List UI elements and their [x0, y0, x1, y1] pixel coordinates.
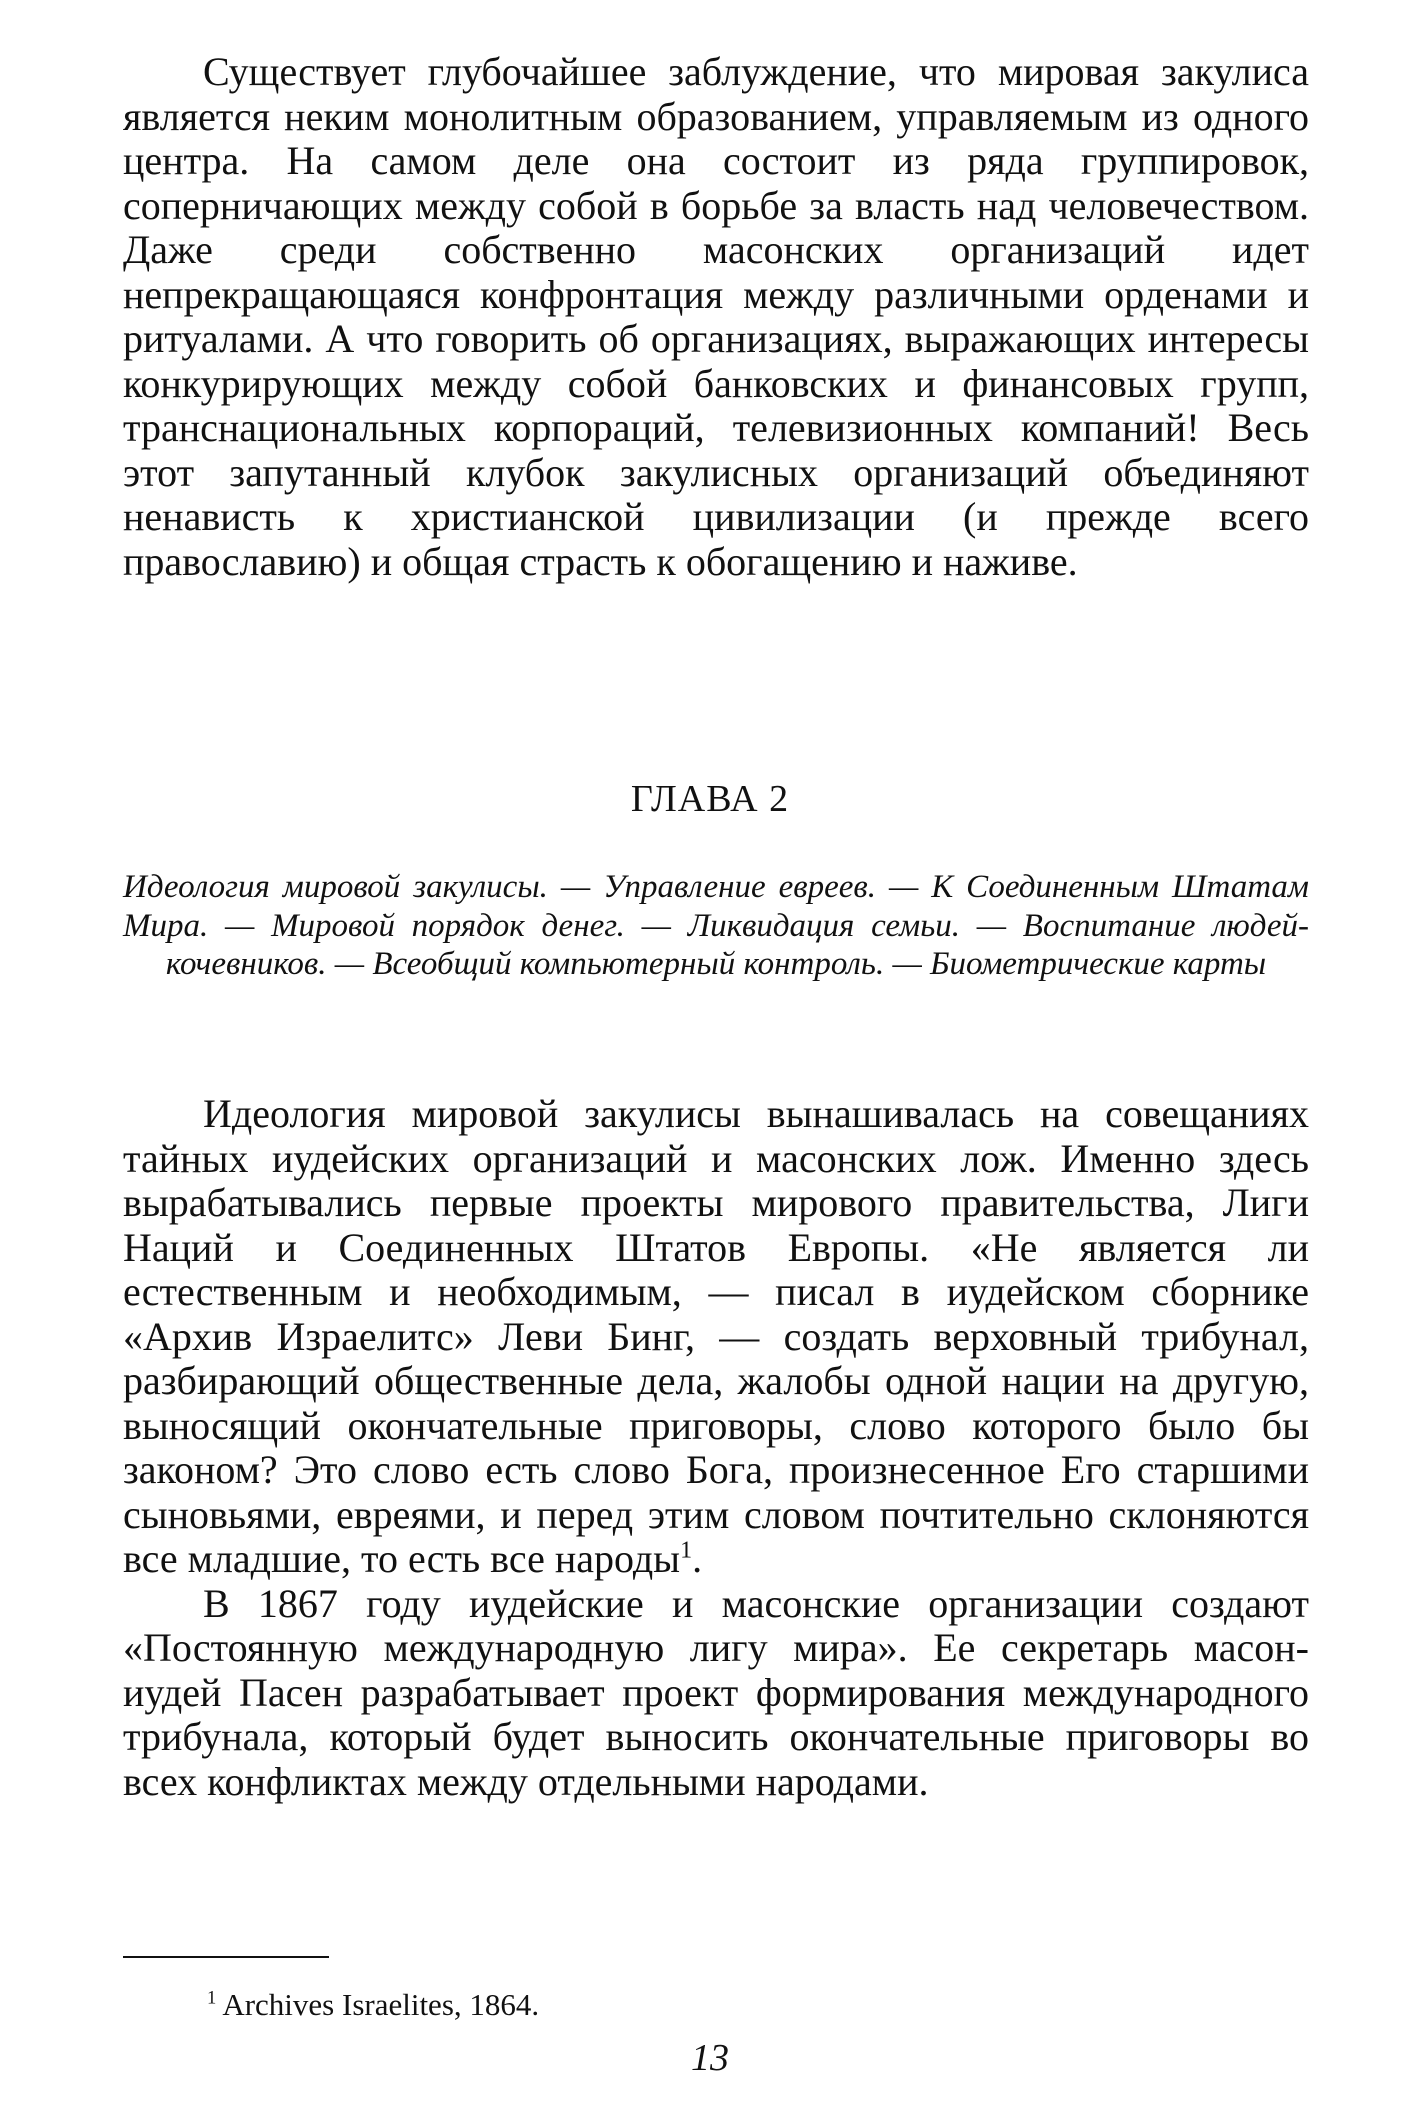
body-paragraph-1-end: .: [692, 1536, 703, 1581]
chapter-summary: Идеология мировой закулисы. — Управление евреев. — К Соединенным Штатам Мира. — Мировой порядок денег. — Ликвидация семьи. — Воспитание людей-кочевников. — Всеобщий компьютерный контроль. — Биометрические карты: [123, 869, 1309, 982]
intro-text: [123, 50, 1309, 584]
footnote-reference: 1: [680, 1537, 693, 1564]
body-paragraph-1-text: Идеология мировой закулисы вынашивалась на совещаниях тайных иудейских организаций и масонских лож. Именно здесь вырабатывались первые проекты мирового правительства, Лиги Наций и Соединенных Штатов Европы. «Не является ли естественным и необходимым, — писал в иудейском сборнике «Архив Израелитс» Леви Бинг, — создать верховный трибунал, разбирающий общественные дела, жалобы одной нации на другую, выносящий окончательные приговоры, слово которого было бы законом? Это слово есть слово Бога, произнесенное Его старшими сыновьями, евреями, и перед этим словом почтительно склоняются все младшие, то есть все народы: [123, 1091, 1309, 1581]
chapter-body: [123, 1092, 1309, 1804]
body-paragraph-1: [123, 1092, 1309, 1582]
footnote-number: 1: [207, 1987, 217, 2009]
footnote: [207, 1987, 539, 2023]
page-number: 13: [691, 2037, 729, 2079]
body-paragraph-2: В 1867 году иудейские и масонские организации создают «Постоянную международную лигу мира». Ее секретарь масон-иудей Пасен разрабатывает проект формирования международного трибунала, который будет выносить окончательные приговоры во всех конфликтах между отдельными народами.: [123, 1580, 1309, 1804]
footnote-divider: [123, 1956, 329, 1958]
footnote-text: Archives Israelites, 1864.: [216, 1987, 540, 2022]
chapter-heading: ГЛАВА 2: [630, 778, 790, 820]
intro-paragraph: Существует глубочайшее заблуждение, что мировая закулиса является неким монолитным образованием, управляемым из одного центра. На самом деле она состоит из ряда группировок, соперничающих между собой в борьбе за власть над человечеством. Даже среди собственно масонских организаций идет непрекращающаяся конфронтация между различными орденами и ритуалами. А что говорить об организациях, выражающих интересы конкурирующих между собой банковских и финансовых групп, транснациональных корпораций, телевизионных компаний! Весь этот запутанный клубок закулисных организаций объединяют ненависть к христианской цивилизации (и прежде всего православию) и общая страсть к обогащению и наживе.: [123, 49, 1309, 584]
